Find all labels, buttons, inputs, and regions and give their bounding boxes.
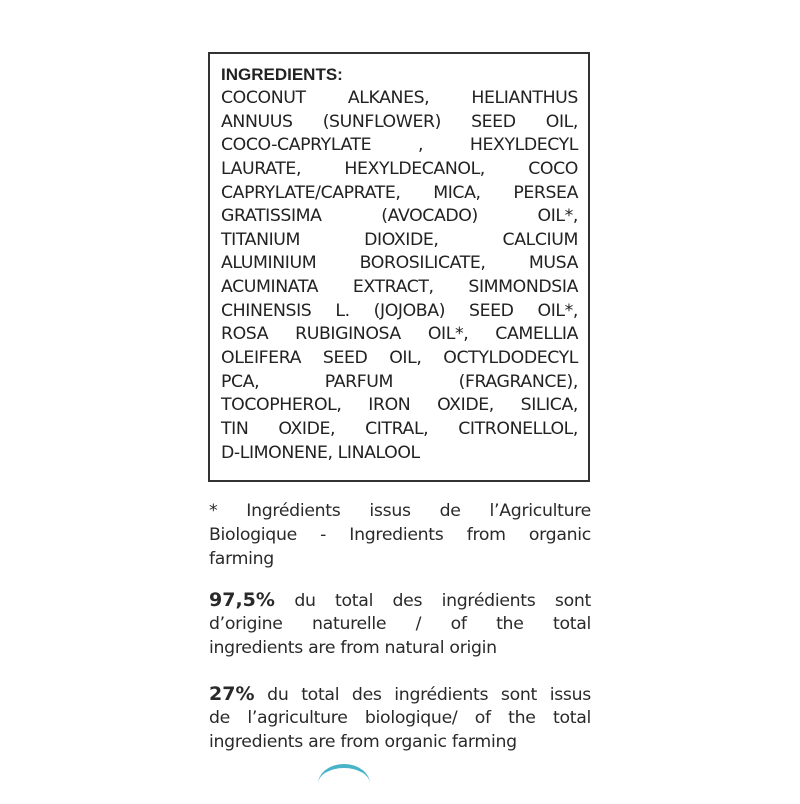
- ingredient-line: OLEIFERA SEED OIL, OCTYLDODECYL: [221, 348, 578, 369]
- ingredient-line: COCONUT ALKANES, HELIANTHUS: [221, 88, 578, 108]
- statement-line: d’origine naturelle / of the total: [209, 614, 591, 634]
- statement-line: de l’agriculture biologique/ of the total: [209, 708, 591, 728]
- statement-text: du total des ingrédients sont issus: [254, 685, 591, 705]
- ingredient-line: TITANIUM DIOXIDE, CALCIUM: [221, 229, 578, 250]
- statement-line: ingredients are from organic farming: [209, 732, 517, 752]
- statement-text: du total des ingrédients sont: [274, 591, 591, 611]
- natural-origin-percent: 97,5%: [209, 589, 275, 611]
- ingredient-line: CHINENSIS L. (JOJOBA) SEED OIL*,: [221, 300, 578, 321]
- note-line: farming: [209, 549, 274, 569]
- ingredients-heading: INGREDIENTS:: [221, 65, 343, 84]
- ingredient-line: GRATISSIMA (AVOCADO) OIL*,: [221, 206, 578, 227]
- ingredient-line: ANNUUS (SUNFLOWER) SEED OIL,: [221, 111, 578, 132]
- note-line: * Ingrédients issus de l’Agriculture: [209, 501, 591, 521]
- organic-farming-statement: [209, 682, 591, 754]
- ingredient-line: D-LIMONENE, LINALOOL: [221, 442, 420, 463]
- natural-origin-statement: [209, 588, 591, 660]
- ingredients-box: [208, 52, 590, 482]
- organic-farming-percent: 27%: [209, 683, 255, 705]
- ingredient-line: TOCOPHEROL, IRON OXIDE, SILICA,: [221, 395, 578, 416]
- ingredient-line: ROSA RUBIGINOSA OIL*, CAMELLIA: [221, 324, 578, 345]
- ingredient-line: LAURATE, HEXYLDECANOL, COCO: [221, 158, 578, 179]
- ingredient-line: CAPRYLATE/CAPRATE, MICA, PERSEA: [221, 182, 578, 203]
- statement-line: [209, 588, 591, 612]
- teal-logo-arc-icon: [318, 764, 370, 804]
- ingredient-line: TIN OXIDE, CITRAL, CITRONELLOL,: [221, 418, 578, 439]
- ingredient-line: ALUMINIUM BOROSILICATE, MUSA: [221, 253, 578, 274]
- ingredient-line: COCO-CAPRYLATE , HEXYLDECYL: [221, 135, 578, 156]
- statement-line: [209, 682, 591, 706]
- ingredient-line: ACUMINATA EXTRACT, SIMMONDSIA: [221, 277, 578, 298]
- organic-ingredients-note: [209, 499, 591, 571]
- statement-line: ingredients are from natural origin: [209, 638, 497, 658]
- ingredient-line: PCA, PARFUM (FRAGRANCE),: [221, 371, 578, 392]
- note-line: Biologique - Ingredients from organic: [209, 525, 591, 545]
